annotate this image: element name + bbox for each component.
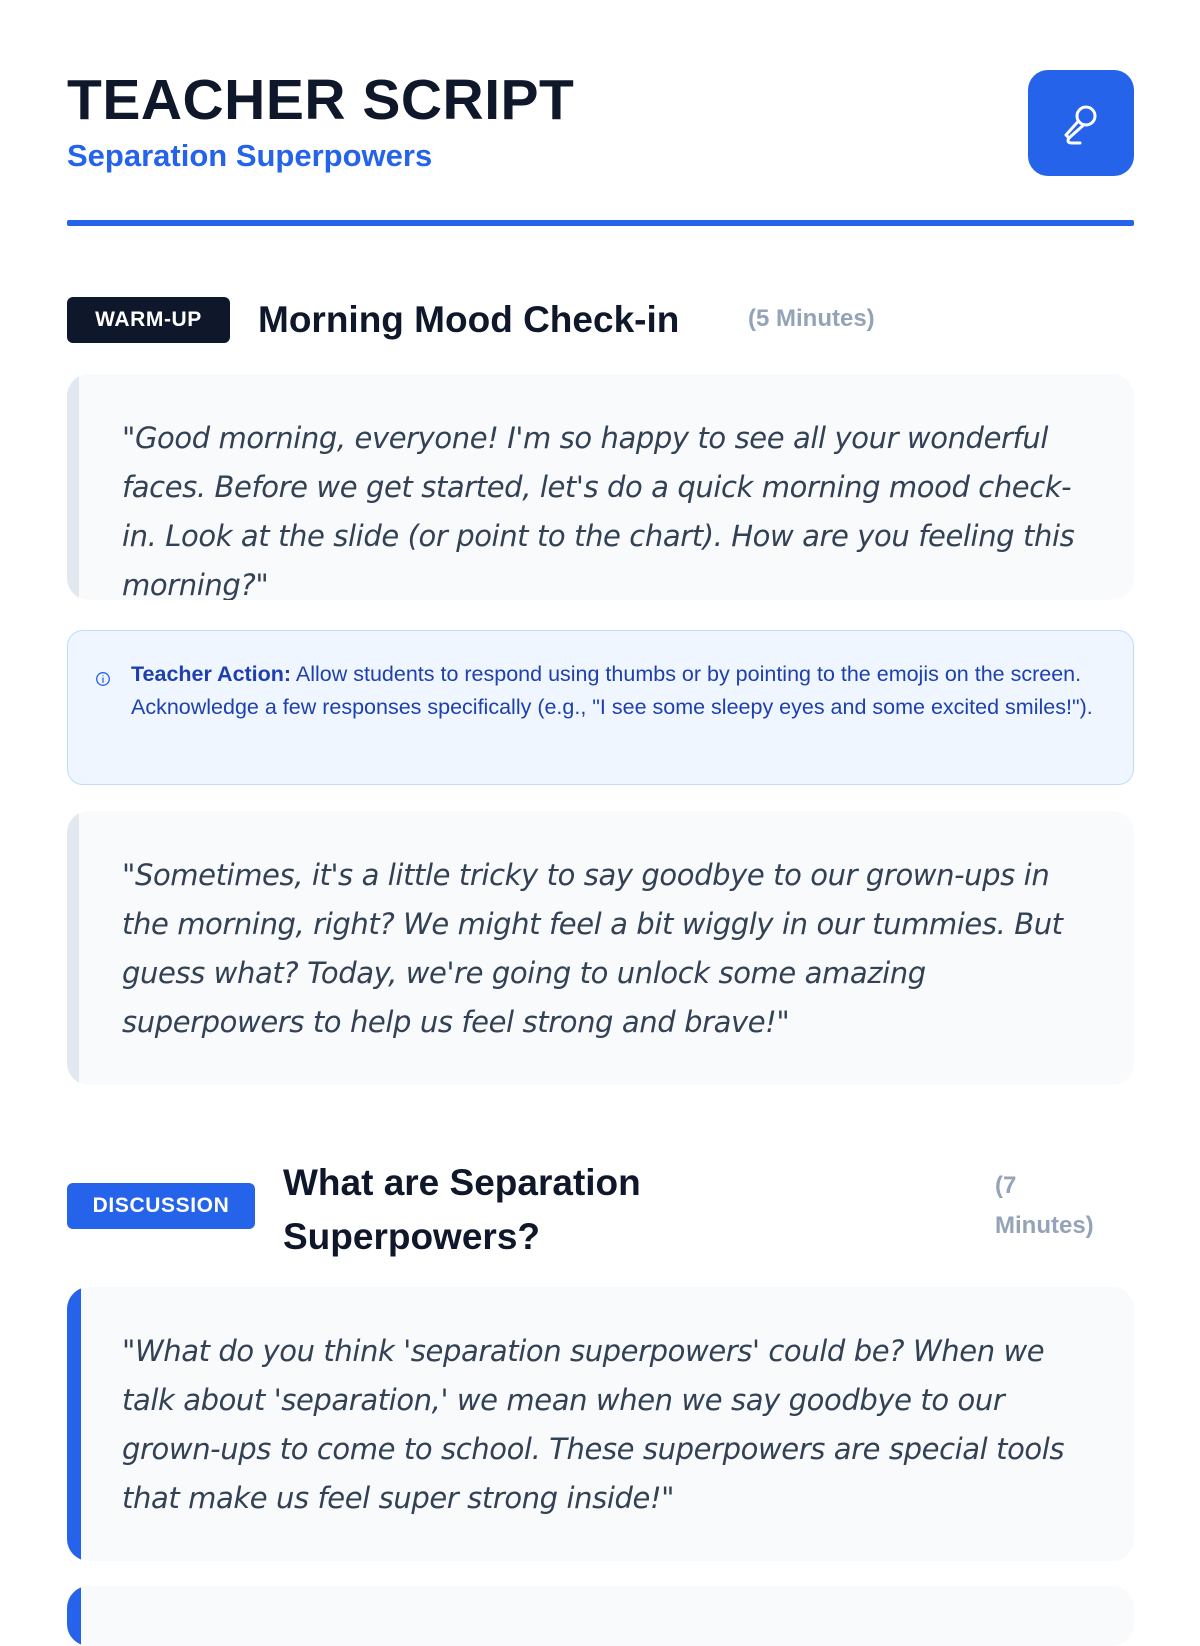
teacher-action-note [67,630,1134,785]
page-title: TEACHER SCRIPT [67,68,575,132]
header-divider [67,220,1134,226]
page-subtitle: Separation Superpowers [67,138,433,173]
quote-text: "Sometimes, it's a little tricky to say goodbye to our grown-ups in the morning, right? We might feel a bit wiggly in our tummies. But guess what? Today, we're going to unlock some amazing superpowers to help us feel strong and brave!" [122,858,1063,1039]
section-heading-discussion [67,1156,1134,1266]
script-quote [67,1287,1134,1561]
info-icon [95,671,111,687]
section-duration: (7 Minutes) [995,1172,1094,1239]
section-duration: (5 Minutes) [748,305,875,332]
quote-text: "What do you think 'separation superpowers' could be? When we talk about 'separation,' we mean when we say goodbye to our grown-ups to come to school. These superpowers are special tools that make us feel super strong inside!" [122,1334,1065,1515]
page-header [67,68,1134,228]
teacher-action-text [131,658,1103,724]
section-title: What are Separation Superpowers? [283,1162,641,1257]
section-title: Morning Mood Check-in [258,299,680,340]
section-badge: WARM-UP [67,297,230,343]
section-heading-warm-up [67,297,1134,353]
teacher-action-body: Allow students to respond using thumbs or by pointing to the emojis on the screen. Acknowledge a few responses specifically (e.g., "I see some sleepy eyes and some excited smiles!"). [131,662,1093,719]
script-quote-next [67,1586,1134,1646]
script-quote [67,374,1134,600]
teacher-action-label: Teacher Action: [131,662,292,686]
quote-text: "Good morning, everyone! I'm so happy to see all your wonderful faces. Before we get started, let's do a quick morning mood check-in. Look at the slide (or point to the chart). How are you feeling this morning?" [122,421,1075,600]
script-quote [67,811,1134,1085]
microphone-button[interactable] [1028,70,1134,176]
section-badge: DISCUSSION [67,1183,255,1229]
microphone-icon [1056,98,1106,148]
